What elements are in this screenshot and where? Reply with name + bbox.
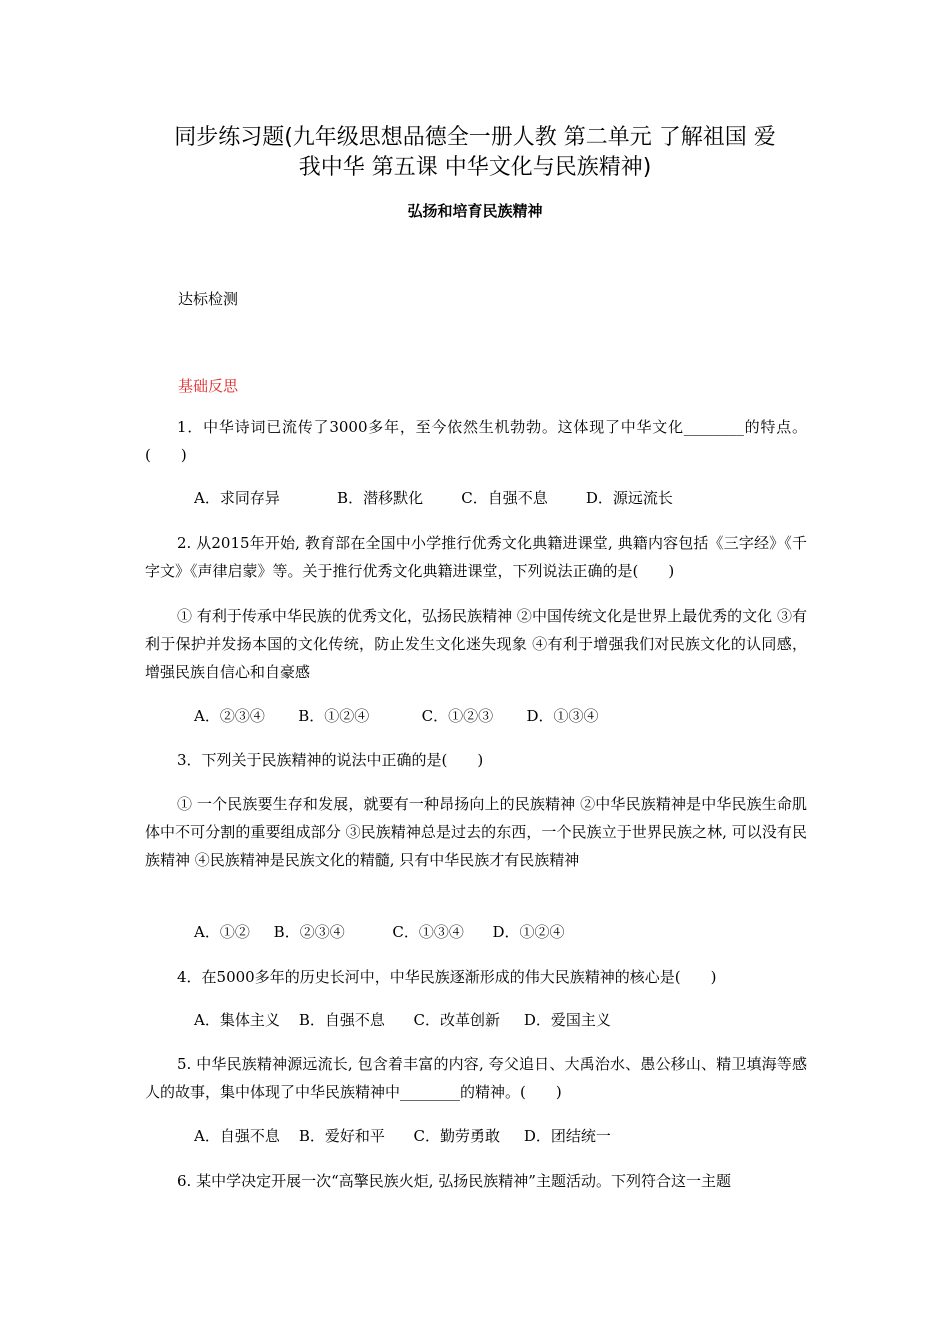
question-3-options: A．①② B．②③④ C．①③④ D．①②④ — [194, 923, 565, 941]
question-5-options: A．自强不息 B．爱好和平 C．勤劳勇敢 D．团结统一 — [194, 1127, 611, 1145]
lesson-subtitle: 弘扬和培育民族精神 — [407, 202, 543, 220]
question-5-stem: 5. 中华民族精神源远流长, 包含着丰富的内容, 夸父追日、大禹治水、愚公移山、精卫填海等感人的故事，集中体现了中华民族精神中________的精神。( ) — [145, 1055, 807, 1101]
question-4-stem: 4．在5000多年的历史长河中，中华民族逐渐形成的伟大民族精神的核心是( ) — [177, 968, 717, 986]
question-6-stem: 6. 某中学决定开展一次“高擎民族火炬, 弘扬民族精神”主题活动。下列符合这一主题 — [177, 1172, 731, 1190]
section-heading: 达标检测 — [178, 290, 239, 308]
question-1-options: A．求同存异 B．潜移默化 C．自强不息 D．源远流长 — [194, 489, 673, 507]
question-2-stem: 2. 从2015年开始, 教育部在全国中小学推行优秀文化典籍进课堂, 典籍内容包括《三字经》《千字文》《声律启蒙》等。关于推行优秀文化典籍进课堂，下列说法正确的是( ) — [145, 534, 807, 580]
question-3-stem: 3．下列关于民族精神的说法中正确的是( ) — [177, 751, 484, 769]
question-4-options: A．集体主义 B．自强不息 C．改革创新 D．爱国主义 — [194, 1011, 611, 1029]
document-title-line-1: 同步练习题(九年级思想品德全一册人教 第二单元 了解祖国 爱 — [174, 125, 776, 150]
question-3-statements: ① 一个民族要生存和发展，就要有一种昂扬向上的民族精神 ②中华民族精神是中华民族生命肌体中不可分割的重要组成部分 ③民族精神总是过去的东西，一个民族立于世界民族之林, 可以没有民族精神 ④民族精神是民族文化的精髓, 只有中华民族才有民族精神 — [145, 795, 807, 869]
subsection-heading: 基础反思 — [178, 377, 239, 395]
question-2-options: A．②③④ B．①②④ C．①②③ D．①③④ — [194, 707, 599, 725]
question-2-statements: ① 有利于传承中华民族的优秀文化，弘扬民族精神 ②中国传统文化是世界上最优秀的文化 ③有利于保护并发扬本国的文化传统，防止发生文化迷失现象 ④有利于增强我们对民族文化的认同感，增强民族自信心和自豪感 — [145, 607, 807, 681]
document-title-line-2: 我中华 第五课 中华文化与民族精神) — [298, 155, 652, 180]
question-1-stem: 1．中华诗词已流传了3000多年，至今依然生机勃勃。这体现了中华文化________的特点。( ) — [145, 418, 807, 464]
